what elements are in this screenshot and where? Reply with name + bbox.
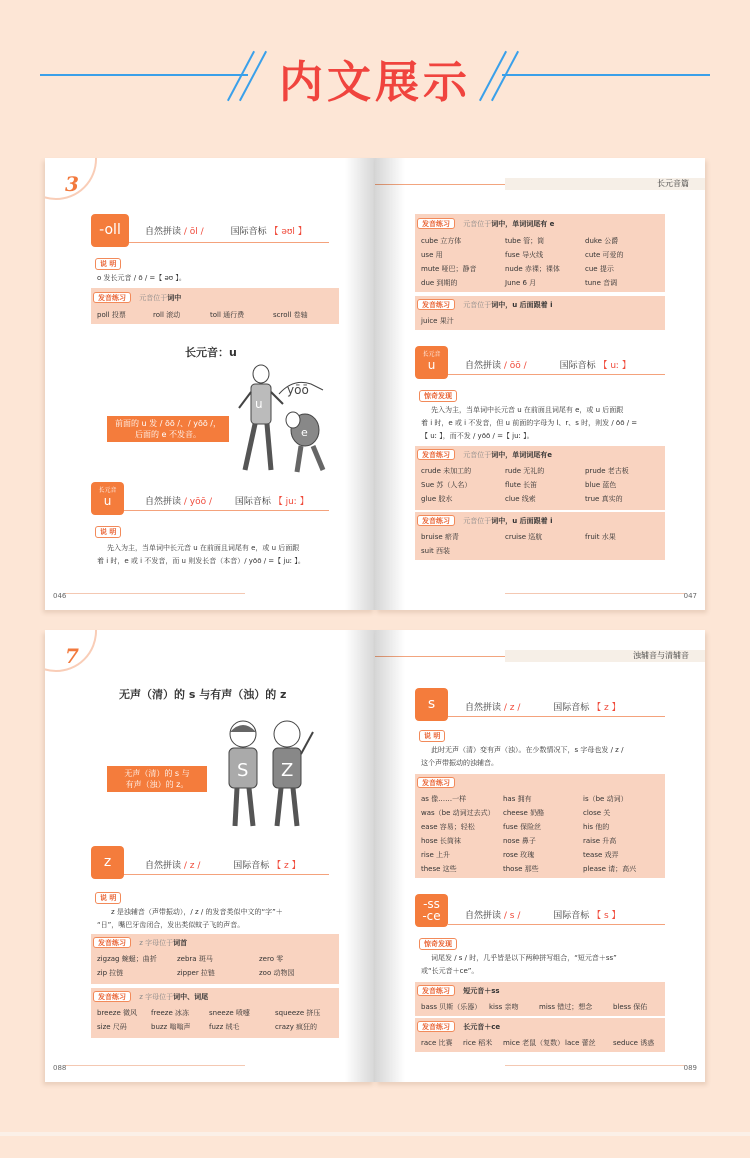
practice-word: zipper 拉链 [177, 969, 215, 977]
note-text [97, 542, 367, 568]
section-heading: 长元音：u [185, 346, 237, 359]
practice-word: his 他的 [583, 823, 610, 831]
practice-word: glue 胶水 [421, 495, 453, 503]
practice-word: mute 哑巴；静音 [421, 265, 477, 273]
natural-phonics-row [465, 700, 621, 713]
spine-shadow [375, 630, 405, 1082]
word-underline [448, 374, 665, 375]
practice-word: hose 长筒袜 [421, 837, 461, 845]
practice-word: Sue 苏（人名） [421, 481, 472, 489]
practice-word: those 那些 [503, 865, 539, 873]
word-box-small-label: 长元音 [422, 351, 441, 358]
practice-word: miss 错过；想念 [539, 1003, 593, 1011]
practice-word: nude 赤裸；裸体 [505, 265, 560, 273]
practice-desc-bold: 词中，u 后面跟着 i [491, 517, 553, 525]
practice-desc-bold: 词中，单词词尾有e [491, 451, 552, 459]
practice-word: squeeze 挤压 [275, 1009, 321, 1017]
natural-label: 自然拼读 [465, 703, 502, 713]
callout-line: 后面的 e 不发音。 [134, 430, 201, 439]
page-088 [45, 630, 375, 1082]
practice-word: close 关 [583, 809, 611, 817]
header [0, 0, 750, 140]
page-number: 046 [53, 592, 67, 600]
practice-word: zip 拉链 [97, 969, 124, 977]
practice-tag: 发音练习 [417, 299, 455, 310]
practice-word: freeze 冰冻 [151, 1009, 190, 1017]
practice-desc-pre: 元音位于 [463, 301, 492, 309]
practice-word: bruise 瘀青 [421, 533, 459, 541]
practice-word: tube 管；筒 [505, 237, 545, 245]
practice-desc-pre: z 字母位于 [139, 993, 174, 1001]
practice-header [417, 777, 461, 788]
practice-desc-bold: 词中，u 后面跟着 i [491, 301, 553, 309]
svg-text:Z: Z [281, 760, 294, 781]
note-text: o 发长元音 / ō / =【 əʊ 】。 [97, 274, 186, 282]
practice-word: as 像……一样 [421, 795, 467, 803]
word-box-u [91, 482, 124, 515]
word-box-letter-bottom: -ce [422, 909, 441, 923]
discovery-tag: 惊奇发现 [419, 938, 457, 950]
chapter-number: 7 [65, 644, 79, 668]
practice-word: sneeze 喷嚏 [209, 1009, 250, 1017]
practice-word: rude 无礼的 [505, 467, 545, 475]
ipa-label: 国际音标 [230, 227, 267, 237]
section-tag: 浊辅音与清辅音 [505, 650, 705, 662]
practice-desc-pre: 元音位于 [463, 451, 492, 459]
practice-word: bass 贝斯（乐器） [421, 1003, 482, 1011]
section-tag: 长元音篇 [505, 178, 705, 190]
natural-label: 自然拼读 [465, 911, 502, 921]
practice-word: crazy 疯狂的 [275, 1023, 318, 1031]
discovery-line: 着 i 时，e 或 i 不发音，但 u 前面的字母为 l、r、s 时，则发 / ōō / = [421, 419, 638, 427]
practice-word: zebra 斑马 [177, 955, 213, 963]
note-line: z 是浊辅音（声带振动），/ z / 的发音类似中文的“字”＋ [111, 908, 283, 916]
practice-word: cue 提示 [585, 265, 614, 273]
practice-tag: 发音练习 [417, 515, 455, 526]
page-number: 088 [53, 1064, 67, 1072]
practice-tag: 发音练习 [93, 937, 131, 948]
natural-phonics-row [465, 908, 621, 921]
note-line: 这个声带振动的浊辅音。 [421, 759, 498, 767]
practice-desc-pre: 元音位于 [139, 294, 168, 302]
practice-desc-bold: 长元音＋ce [463, 1023, 501, 1031]
section-heading: 无声（清）的 s 与有声（浊）的 z [119, 688, 287, 701]
callout-line: 无声（清）的 s 与 [124, 769, 190, 778]
spine-shadow [375, 158, 405, 610]
practice-word: ease 容易；轻松 [421, 823, 475, 831]
ipa-value: 【 uː 】 [598, 361, 631, 371]
word-box-z: z [91, 846, 124, 879]
practice-word: zoo 动物园 [259, 969, 295, 977]
page-number-line [65, 1065, 245, 1066]
practice-word: breeze 微风 [97, 1009, 137, 1017]
note-tag: 说 明 [419, 730, 445, 742]
practice-tag: 发音练习 [93, 292, 131, 303]
discovery-tag: 惊奇发现 [419, 390, 457, 402]
practice-word: bless 保佑 [613, 1003, 648, 1011]
svg-text:e: e [301, 426, 308, 439]
word-box-u [415, 346, 448, 379]
practice-header [417, 299, 553, 310]
discovery-line: 词尾发 / s / 时，几乎皆是以下两种拼写组合，“短元音＋ss” [431, 954, 617, 962]
practice-word: June 6 月 [505, 279, 537, 287]
practice-header [417, 218, 554, 229]
ipa-value: 【 juː 】 [273, 497, 309, 507]
book-spread-2 [45, 630, 705, 1082]
practice-word: these 这些 [421, 865, 457, 873]
word-underline [124, 510, 329, 511]
note-line: 此时无声（清）变有声（浊）。在少数情况下，s 字母也发 / z / [431, 746, 624, 754]
practice-word: fruit 水果 [585, 533, 616, 541]
natural-label: 自然拼读 [465, 361, 502, 371]
discovery-line: 或“长元音＋ce”。 [421, 967, 479, 975]
practice-word: rice 稻米 [463, 1039, 493, 1047]
practice-word: is（be 动词） [583, 795, 628, 803]
svg-text:yōō: yōō [287, 383, 309, 397]
practice-word: roll 滚动 [153, 311, 181, 319]
practice-tag: 发音练习 [417, 218, 455, 229]
natural-value: / yōō / [183, 497, 213, 507]
practice-word: crude 未加工的 [421, 467, 472, 475]
practice-header [93, 991, 208, 1002]
natural-phonics-row [145, 494, 309, 507]
practice-word: toll 通行费 [210, 311, 245, 319]
ipa-value: 【 z 】 [272, 861, 301, 871]
practice-header [93, 292, 181, 303]
natural-phonics-row [145, 858, 301, 871]
practice-tag: 发音练习 [417, 449, 455, 460]
practice-word: nose 鼻子 [503, 837, 536, 845]
practice-word: rose 玫瑰 [503, 851, 535, 859]
rule-callout [107, 766, 207, 792]
discovery-line: 先入为主，当单词中长元音 u 在前面且词尾有 e，或 u 后面跟 [431, 406, 624, 414]
practice-desc-bold: 词中，单词词尾有 e [491, 220, 555, 228]
ipa-label: 国际音标 [553, 703, 590, 713]
natural-value: / ōl / [183, 227, 204, 237]
rule-callout [107, 416, 229, 442]
ipa-label: 国际音标 [553, 911, 590, 921]
practice-word: suit 西装 [421, 547, 450, 555]
note-line: “日”，嘴巴牙齿闭合，发出类似蚊子飞的声音。 [97, 921, 245, 929]
natural-label: 自然拼读 [145, 861, 182, 871]
practice-word: use 用 [421, 251, 443, 259]
practice-tag: 发音练习 [417, 777, 455, 788]
natural-value: / z / [183, 861, 201, 871]
practice-tag: 发音练习 [93, 991, 131, 1002]
practice-word: cube 立方体 [421, 237, 462, 245]
practice-word: zero 零 [259, 955, 284, 963]
svg-text:S: S [237, 760, 249, 781]
practice-word: due 到期的 [421, 279, 458, 287]
practice-desc-pre: 元音位于 [463, 220, 492, 228]
practice-header [417, 449, 552, 460]
callout-line: 有声（浊）的 z。 [125, 780, 189, 789]
note-line: 着 i 时，e 或 i 不发音，而 u 则发长音（本音）/ yōō / =【 juː 】。 [97, 557, 305, 565]
note-text [421, 744, 697, 770]
practice-word: size 尺码 [97, 1023, 127, 1031]
practice-desc-pre: z 字母位于 [139, 939, 174, 947]
svg-text:u: u [255, 397, 263, 411]
practice-header [417, 1021, 500, 1032]
practice-word: fuzz 绒毛 [209, 1023, 240, 1031]
practice-desc-bold: 词中 [167, 294, 182, 302]
practice-word: cruise 巡航 [505, 533, 543, 541]
practice-tag: 发音练习 [417, 985, 455, 996]
natural-value: / ōō / [503, 361, 527, 371]
practice-word: true 真实的 [585, 495, 623, 503]
practice-tag: 发音练习 [417, 1021, 455, 1032]
word-box-s: s [415, 688, 448, 721]
discovery-text [421, 952, 697, 978]
practice-word: tune 音调 [585, 279, 618, 287]
discovery-line: 【 uː 】，而不发 / yōō / =【 juː 】。 [421, 432, 534, 440]
practice-word: flute 长笛 [505, 481, 538, 489]
word-box-letter: u [103, 494, 112, 508]
practice-header [417, 985, 500, 996]
spine-shadow [345, 630, 375, 1082]
ipa-value: 【 s 】 [592, 911, 621, 921]
page-number-line [505, 1065, 685, 1066]
ipa-label: 国际音标 [233, 861, 270, 871]
ipa-value: 【 z 】 [592, 703, 621, 713]
practice-word: blue 蓝色 [585, 481, 617, 489]
practice-desc-bold: 短元音＋ss [463, 987, 500, 995]
practice-word: zigzag 蜿蜒；曲折 [97, 955, 157, 963]
practice-word: prude 老古板 [585, 467, 629, 475]
natural-phonics-row [145, 224, 307, 237]
ipa-value: 【 əʊl 】 [269, 227, 307, 237]
word-box-ss-ce [415, 894, 448, 927]
practice-header [417, 515, 553, 526]
chapter-number: 3 [65, 172, 79, 196]
practice-word: raise 升高 [583, 837, 617, 845]
note-tag: 说 明 [95, 892, 121, 904]
practice-header [93, 937, 187, 948]
word-underline [448, 716, 665, 717]
practice-word: clue 线索 [505, 495, 536, 503]
practice-desc-bold: 词首 [173, 939, 188, 947]
natural-phonics-row [465, 358, 631, 371]
word-underline [129, 242, 329, 243]
bottom-divider [0, 1132, 750, 1136]
discovery-text [421, 404, 697, 443]
ipa-label: 国际音标 [559, 361, 596, 371]
page-title: 内文展示 [279, 57, 471, 108]
practice-word: please 请；高兴 [583, 865, 637, 873]
word-box-small-label: 长元音 [98, 487, 117, 494]
practice-word: scroll 卷轴 [273, 311, 308, 319]
cartoon-kids-s-z-illustration [213, 718, 323, 834]
practice-desc-pre: 元音位于 [463, 517, 492, 525]
word-underline [124, 874, 329, 875]
practice-word: seduce 诱惑 [613, 1039, 655, 1047]
callout-line: 前面的 u 发 / ōō /、/ yōō /， [115, 419, 221, 428]
cartoon-kids-u-illustration [227, 364, 337, 480]
practice-desc-bold: 词中、词尾 [173, 993, 209, 1001]
word-box-oll: -oll [91, 214, 129, 247]
practice-word: juice 果汁 [421, 317, 454, 325]
word-box-letter: u [427, 358, 436, 372]
natural-value: / s / [503, 911, 521, 921]
page-number-line [65, 593, 245, 594]
practice-word: rise 上升 [421, 851, 451, 859]
natural-label: 自然拼读 [145, 227, 182, 237]
word-underline [448, 924, 665, 925]
practice-word: kiss 亲吻 [489, 1003, 519, 1011]
natural-value: / z / [503, 703, 521, 713]
page-047 [375, 158, 705, 610]
practice-word: mice 老鼠（复数） [503, 1039, 565, 1047]
ipa-label: 国际音标 [234, 497, 271, 507]
natural-label: 自然拼读 [145, 497, 182, 507]
practice-word: cute 可爱的 [585, 251, 624, 259]
practice-word: duke 公爵 [585, 237, 619, 245]
practice-word: lace 蕾丝 [565, 1039, 596, 1047]
practice-word: fuse 导火线 [505, 251, 544, 259]
practice-word: race 比赛 [421, 1039, 453, 1047]
practice-word: cheese 奶酪 [503, 809, 545, 817]
page-046 [45, 158, 375, 610]
page-089 [375, 630, 705, 1082]
note-line: 先入为主，当单词中长元音 u 在前面且词尾有 e，或 u 后面跟 [107, 544, 300, 552]
page-number: 047 [683, 592, 697, 600]
book-spread-1 [45, 158, 705, 610]
practice-word: has 拥有 [503, 795, 532, 803]
practice-word: fuse 保险丝 [503, 823, 542, 831]
practice-word: poll 投票 [97, 311, 126, 319]
practice-word: buzz 嗡嗡声 [151, 1023, 191, 1031]
note-text [97, 906, 367, 932]
note-tag: 说 明 [95, 258, 121, 270]
page-number-line [505, 593, 685, 594]
word-box-letter-top: -ss [423, 897, 440, 911]
page-number: 089 [683, 1064, 697, 1072]
practice-word: was（be 动词过去式） [421, 809, 495, 817]
note-tag: 说 明 [95, 526, 121, 538]
practice-word: tease 戏弄 [583, 851, 619, 859]
